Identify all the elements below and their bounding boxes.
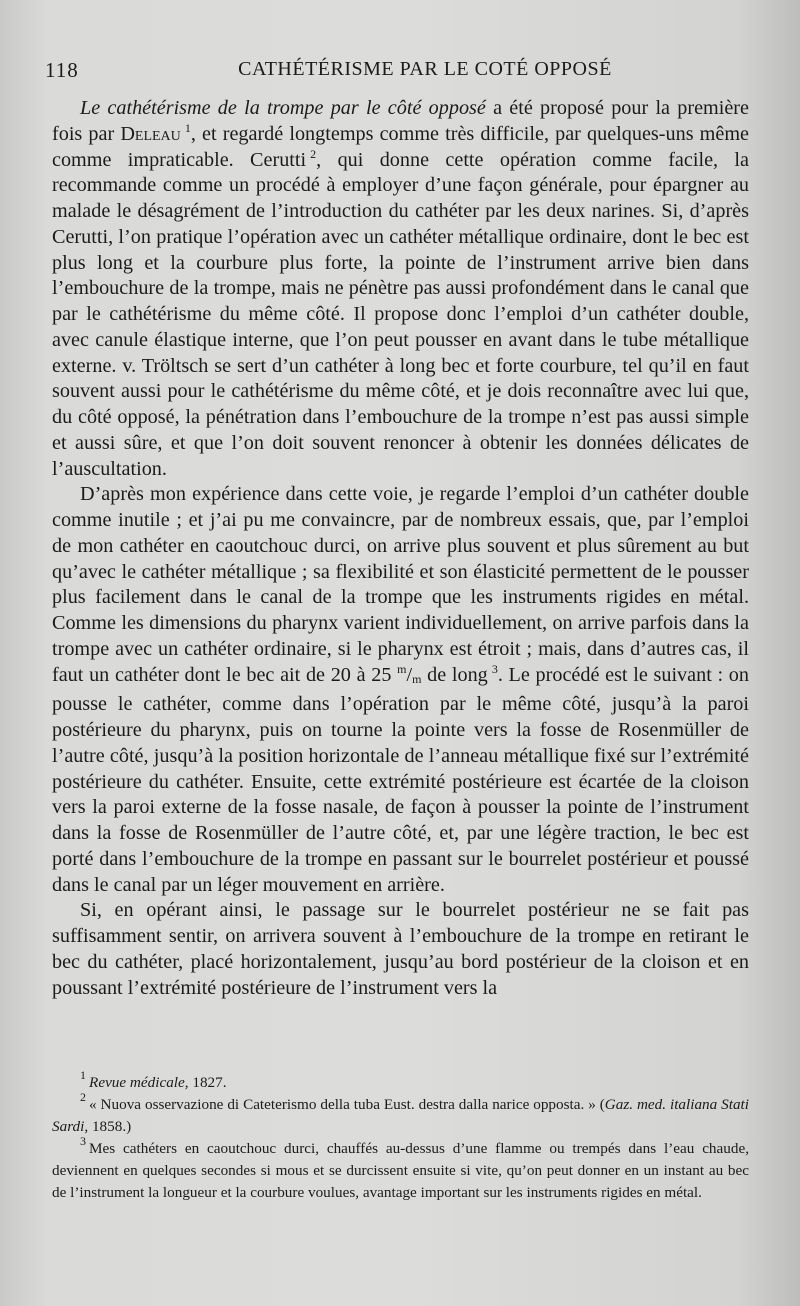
page-header xyxy=(45,58,765,92)
footnote-ref-2: 2 xyxy=(310,146,317,161)
paragraph-2: D’après mon expérience dans cette voie, je regarde l’emploi d’un cathéter double comme inutile ; et j’ai pu me convaincre, par de nombreux essais, que, par l’emploi de mon cathéter en caoutchouc durci, on arrive plus souvent et plus sûrement au but qu’avec le cathéter métallique ; sa flexibilité et son élasticité permettent de le pousser plus facilement dans le canal de la trompe que les instruments rigides en métal. Comme les dimensions du pharynx varient individuellement, on arrive parfois dans la trompe avec un cathéter ordinaire, si le pharynx est étroit ; mais, dans d’autres cas, il faut un cathéter dont le bec ait de 20 à 25 $^m/_m$ de long $^3$. Le procédé est le suivant : on pousse le cathéter, comme dans l’opération par le même côté, jusqu’à la paroi postérieure du pharynx, puis on tourne la pointe vers la fosse de Rosenmüller de l’autre côté, jusqu’à la position horizontale de l’anneau métallique fixé sur l’extrémité postérieure du cathéter. Ensuite, cette extrémité postérieure est écartée de la cloison vers la paroi externe de la fosse nasale, de façon à pousser la pointe de l’instrument dans la fosse de Rosenmüller de l’autre côté, et, par une légère traction, le bec est porté dans l’embouchure de la trompe en passant sur le bourrelet postérieur et poussé dans le canal par un léger mouvement en arrière. xyxy=(52,483,749,896)
footnotes xyxy=(52,1068,749,1204)
unit-numerator: m xyxy=(397,661,407,676)
author-name: Deleau xyxy=(120,122,181,145)
intro-italic: Le cathétérisme de la trompe par le côté opposé xyxy=(80,97,486,119)
unit-denominator: m xyxy=(412,671,422,686)
footnote-1: $^1$ Revue médicale, 1827. xyxy=(80,1068,227,1091)
footnote-3: $^3$ Mes cathéters en caoutchouc durci, chauffés au-dessus d’une flamme ou trempés dans l’eau chaude, deviennent en quelques secondes si mous et se durcissent ensuite si vite, qu’on peut donner en un instant au bec de l’instrument la longueur et la courbure voulues, avantage important sur les instruments rigides en métal. xyxy=(52,1134,749,1201)
footnote-2: $^2$ « Nuova osservazione di Cateterismo della tuba Eust. destra dalla narice opposta. » (Gaz. med. italiana Stati Sardi, 1858.) xyxy=(52,1090,749,1135)
unit-separator: / xyxy=(406,663,413,686)
page-number: 118 xyxy=(45,58,79,82)
footnote-ref-1: 1 xyxy=(184,120,191,135)
running-title: CATHÉTÉRISME PAR LE COTÉ OPPOSÉ xyxy=(238,58,612,80)
main-text xyxy=(52,96,749,1001)
paragraph-3: Si, en opérant ainsi, le passage sur le bourrelet postérieur ne se fait pas suffisamment sentir, on arrivera souvent à l’embouchure de la trompe en retirant le bec du cathéter, placé horizontalement, jusqu’au bord postérieur de la cloison et en poussant l’extrémité postérieure de l’instrument vers la xyxy=(52,899,749,999)
paragraph-1: Le cathétérisme de la trompe par le côté opposé a été proposé pour la première fois par Deleau $^1$, et regardé longtemps comme très difficile, par quelques-uns même comme impraticable. Cerutti $^2$, qui donne cette opération comme facile, la recommande comme un procédé à employer d’une façon générale, pour épargner au malade le désagrément de l’introduction du cathéter par les deux narines. Si, d’après Cerutti, l’on pratique l’opération avec un cathéter métallique ordinaire, dont le bec est plus long et la courbure plus forte, la pointe de l’instrument arrive bien dans l’embouchure de la trompe, mais ne pénètre pas aussi profondément dans le canal que par le cathétérisme du même côté. Il propose donc l’emploi d’un cathéter double, avec canule élastique interne, que l’on peut pousser en avant dans le tube métallique externe. v. Tröltsch se sert d’un cathéter à long bec et forte courbure, tel qu’il en faut souvent aussi pour le cathétérisme du même côté, et je dois reconnaître avec lui que, du côté opposé, la pénétration dans l’embouchure de la trompe n’est pas aussi simple et aussi sûre, et que l’on doit souvent renoncer à obtenir les données délicates de l’auscultation. xyxy=(52,97,750,480)
footnote-ref-3: 3 xyxy=(491,661,498,676)
